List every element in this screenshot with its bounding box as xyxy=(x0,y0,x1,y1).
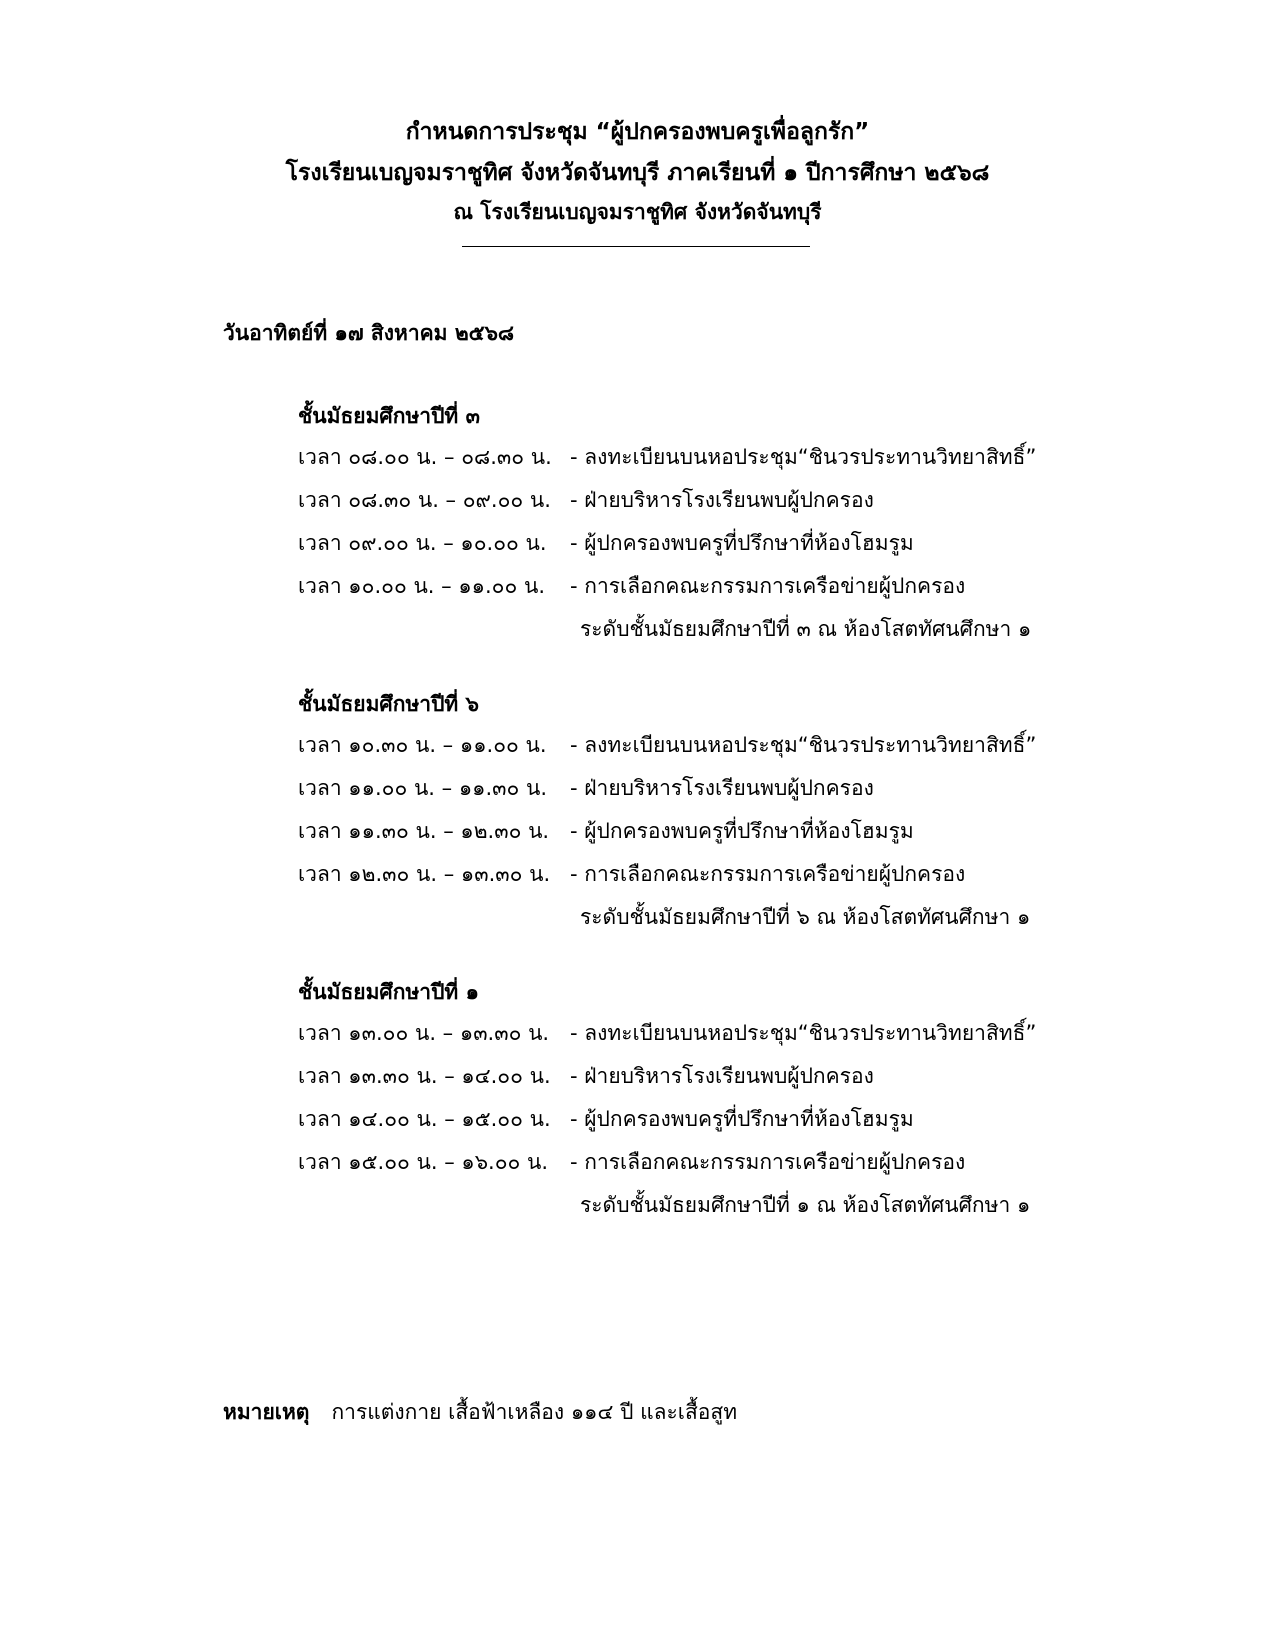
item-desc: - การเลือกคณะกรรมการเครือข่ายผู้ปกครอง xyxy=(570,862,966,886)
schedule-section-m1 xyxy=(298,972,1058,1227)
item-desc-continued: ระดับชั้นมัธยมศึกษาปีที่ ๓ ณ ห้องโสตทัศนศึกษา ๑ xyxy=(580,617,1032,641)
item-desc: - ลงทะเบียนบนหอประชุม“ชินวรประทานวิทยาสิทธิ์” xyxy=(570,1021,1037,1045)
schedule-section-m6 xyxy=(298,684,1058,939)
item-desc: - การเลือกคณะกรรมการเครือข่ายผู้ปกครอง xyxy=(570,574,966,598)
item-time: เวลา ๑๐.๓๐ น. – ๑๑.๐๐ น. xyxy=(298,733,547,757)
schedule-item xyxy=(298,810,1058,853)
schedule-item xyxy=(298,522,1058,565)
schedule-item xyxy=(298,853,1058,939)
item-desc: - ผู้ปกครองพบครูที่ปรึกษาที่ห้องโฮมรูม xyxy=(570,1107,914,1131)
item-time: เวลา ๐๘.๓๐ น. – ๐๙.๐๐ น. xyxy=(298,488,551,512)
item-time: เวลา ๑๐.๐๐ น. – ๑๑.๐๐ น. xyxy=(298,574,545,598)
schedule-section-m3 xyxy=(298,396,1058,651)
item-desc: - ฝ่ายบริหารโรงเรียนพบผู้ปกครอง xyxy=(570,1064,874,1088)
section-heading: ชั้นมัธยมศึกษาปีที่ ๑ xyxy=(298,980,479,1004)
schedule-item xyxy=(298,436,1058,479)
schedule-item xyxy=(298,479,1058,522)
item-time: เวลา ๑๓.๓๐ น. – ๑๔.๐๐ น. xyxy=(298,1064,551,1088)
remark-text: การแต่งกาย เสื้อฟ้าเหลือง ๑๑๔ ปี และเสื้อสูท xyxy=(331,1400,738,1424)
title-divider xyxy=(462,246,810,247)
schedule-item xyxy=(298,767,1058,810)
remark xyxy=(223,1396,737,1429)
item-desc: - ผู้ปกครองพบครูที่ปรึกษาที่ห้องโฮมรูม xyxy=(570,531,914,555)
item-desc-continued: ระดับชั้นมัธยมศึกษาปีที่ ๑ ณ ห้องโสตทัศนศึกษา ๑ xyxy=(580,1193,1031,1217)
section-heading: ชั้นมัธยมศึกษาปีที่ ๓ xyxy=(298,404,480,428)
title-line-3: ณ โรงเรียนเบญจมราชูทิศ จังหวัดจันทบุรี xyxy=(453,200,822,224)
item-time: เวลา ๐๙.๐๐ น. – ๑๐.๐๐ น. xyxy=(298,531,547,555)
schedule-item xyxy=(298,1141,1058,1227)
schedule-item xyxy=(298,724,1058,767)
item-time: เวลา ๑๑.๓๐ น. – ๑๒.๓๐ น. xyxy=(298,819,550,843)
schedule-item xyxy=(298,565,1058,651)
title-line-1: กำหนดการประชุม “ผู้ปกครองพบครูเพื่อลูกรัก” xyxy=(405,119,870,145)
section-heading: ชั้นมัธยมศึกษาปีที่ ๖ xyxy=(298,692,479,716)
item-time: เวลา ๑๑.๐๐ น. – ๑๑.๓๐ น. xyxy=(298,776,548,800)
item-desc: - ฝ่ายบริหารโรงเรียนพบผู้ปกครอง xyxy=(570,488,874,512)
item-desc: - การเลือกคณะกรรมการเครือข่ายผู้ปกครอง xyxy=(570,1150,966,1174)
item-time: เวลา ๐๘.๐๐ น. – ๐๘.๓๐ น. xyxy=(298,445,552,469)
schedule-item xyxy=(298,1012,1058,1055)
item-time: เวลา ๑๔.๐๐ น. – ๑๕.๐๐ น. xyxy=(298,1107,551,1131)
item-desc: - ฝ่ายบริหารโรงเรียนพบผู้ปกครอง xyxy=(570,776,874,800)
item-desc: - ผู้ปกครองพบครูที่ปรึกษาที่ห้องโฮมรูม xyxy=(570,819,914,843)
item-desc-continued: ระดับชั้นมัธยมศึกษาปีที่ ๖ ณ ห้องโสตทัศนศึกษา ๑ xyxy=(580,905,1031,929)
item-time: เวลา ๑๒.๓๐ น. – ๑๓.๓๐ น. xyxy=(298,862,551,886)
remark-label: หมายเหตุ xyxy=(223,1400,310,1424)
schedule-item xyxy=(298,1098,1058,1141)
item-time: เวลา ๑๓.๐๐ น. – ๑๓.๓๐ น. xyxy=(298,1021,550,1045)
item-time: เวลา ๑๕.๐๐ น. – ๑๖.๐๐ น. xyxy=(298,1150,549,1174)
item-desc: - ลงทะเบียนบนหอประชุม“ชินวรประทานวิทยาสิทธิ์” xyxy=(570,445,1037,469)
meeting-date: วันอาทิตย์ที่ ๑๗ สิงหาคม ๒๕๖๘ xyxy=(223,321,515,345)
title-line-2: โรงเรียนเบญจมราชูทิศ จังหวัดจันทบุรี ภาคเรียนที่ ๑ ปีการศึกษา ๒๕๖๘ xyxy=(285,160,990,186)
schedule-item xyxy=(298,1055,1058,1098)
item-desc: - ลงทะเบียนบนหอประชุม“ชินวรประทานวิทยาสิทธิ์” xyxy=(570,733,1037,757)
